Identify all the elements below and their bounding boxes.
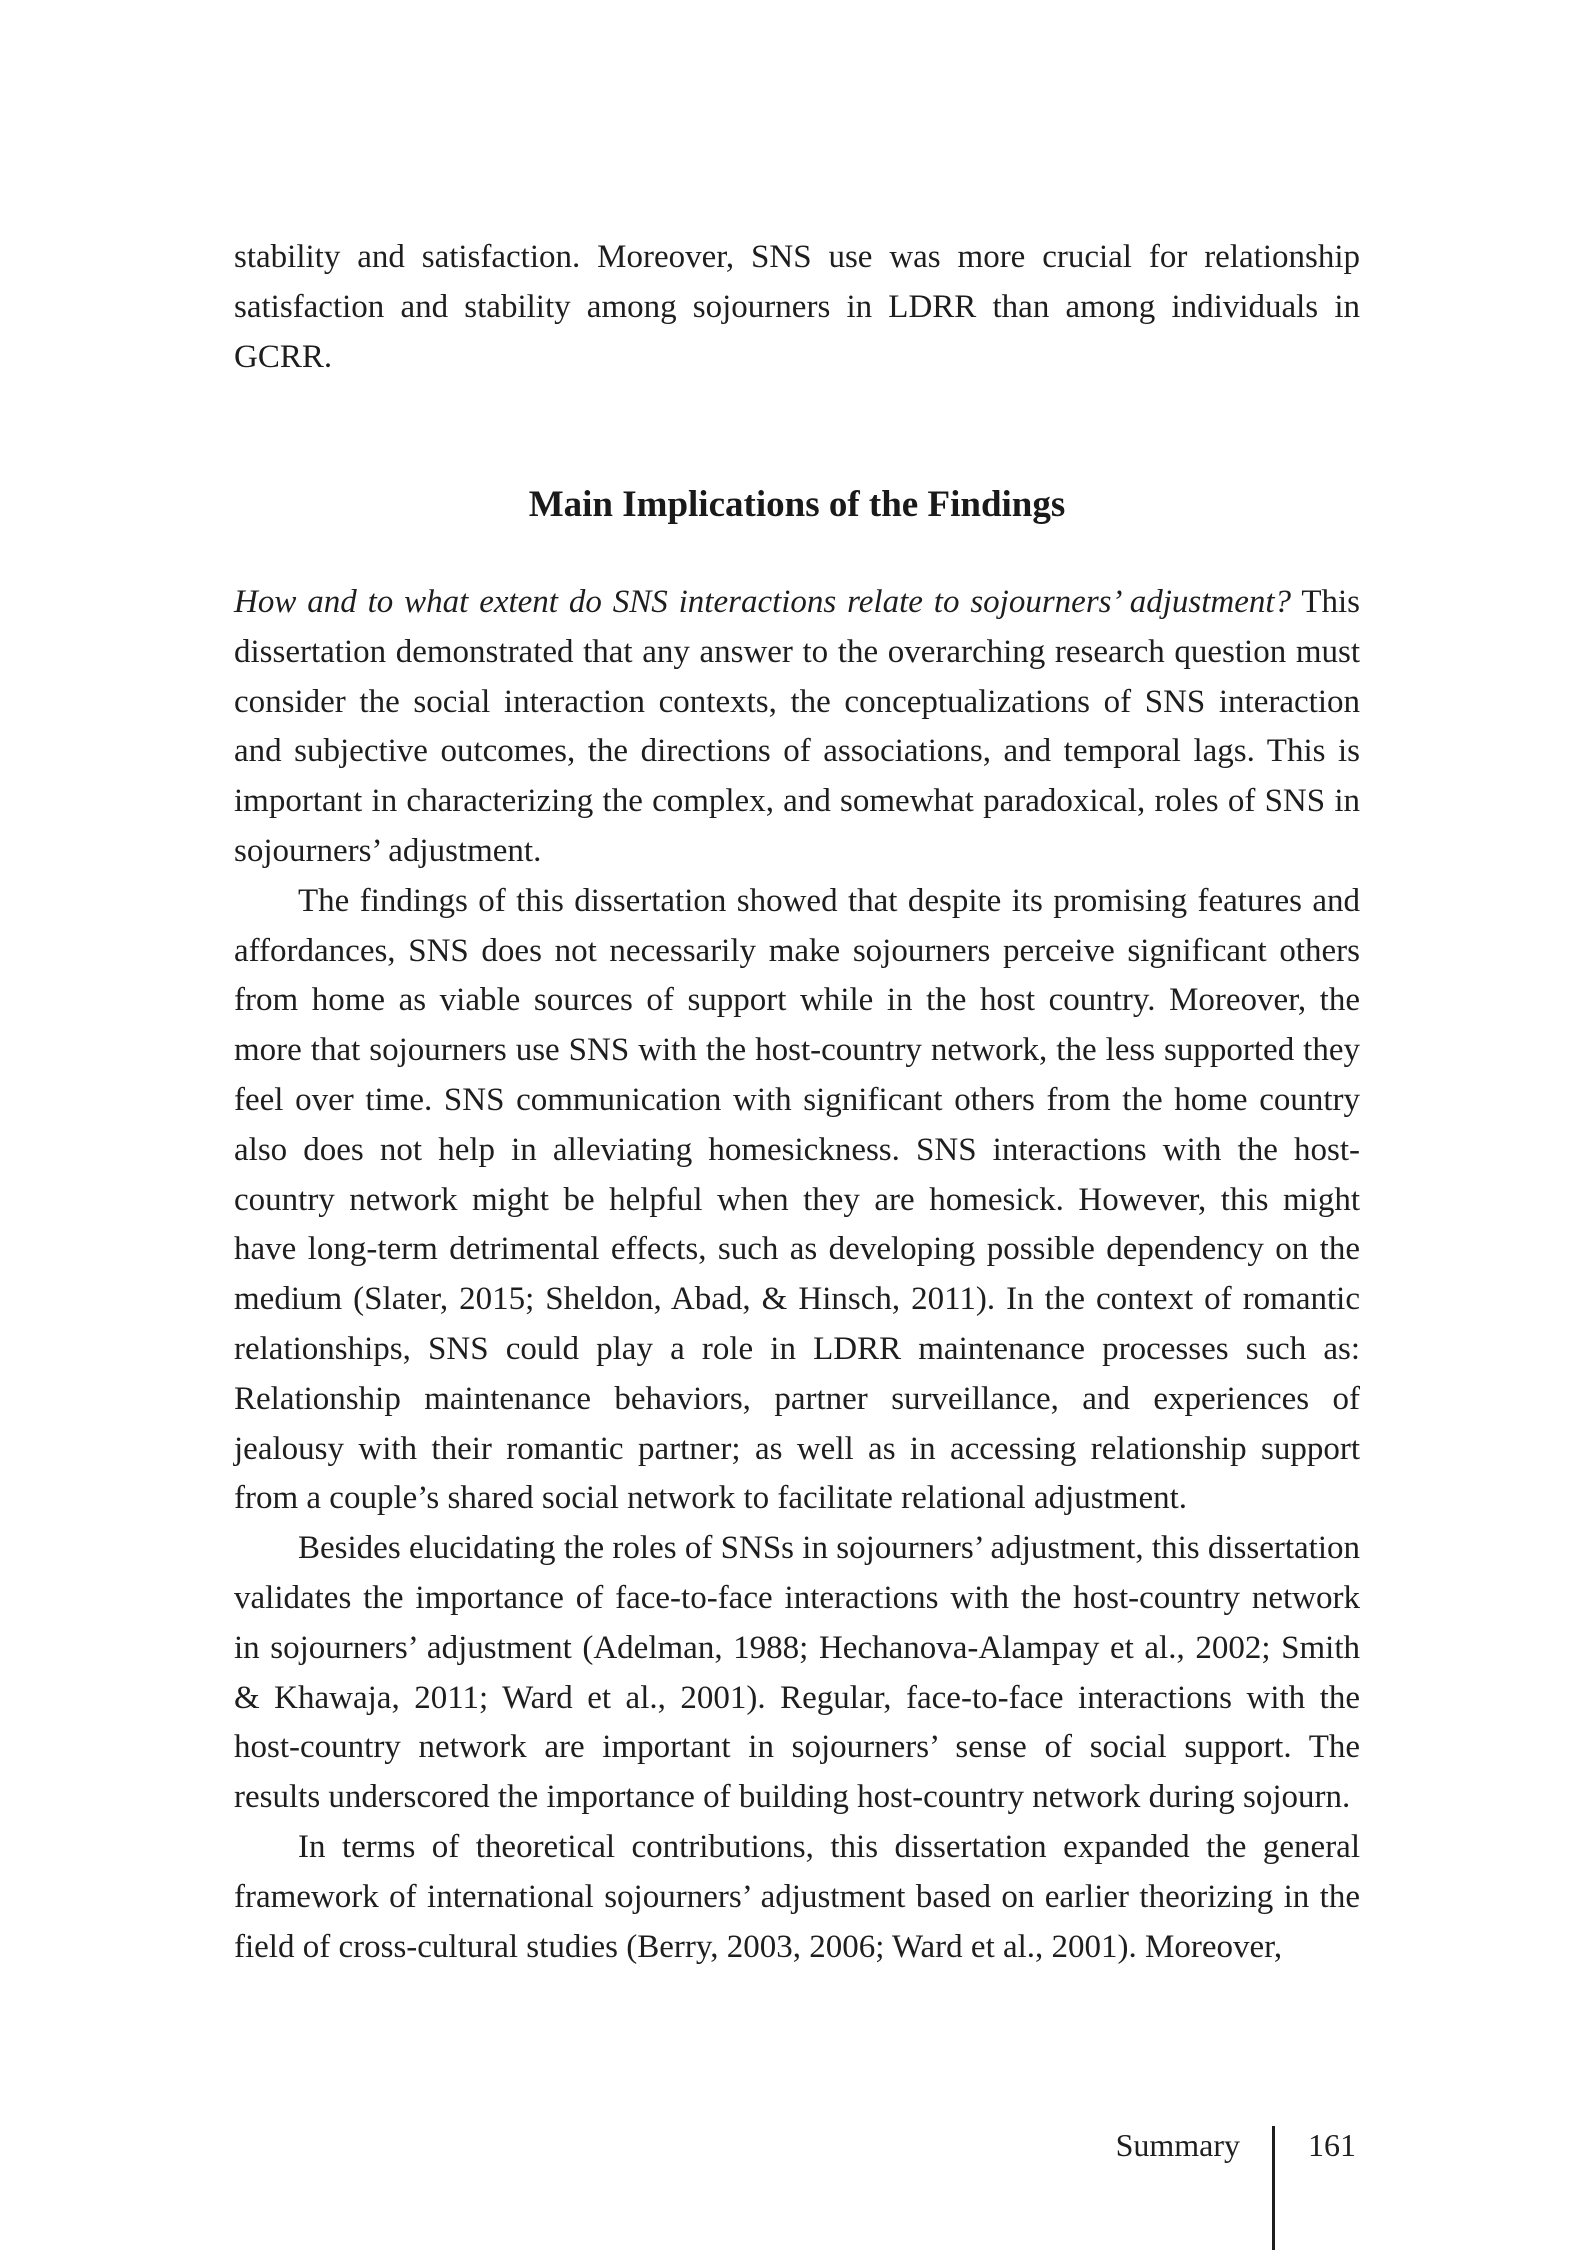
section-heading: Main Implications of the Findings xyxy=(528,484,1066,525)
paragraph-4: In terms of theoretical contributions, this dissertation expanded the general framework of international sojourners’ adjustment based on earlier theorizing in the field of cross-cultural studies (Berry, 2003, 2006; Ward et al., 2001). Moreover, xyxy=(234,1828,1360,1965)
paragraph-1 xyxy=(234,578,1360,877)
paragraph-2: The findings of this dissertation showed that despite its promising features and affordances, SNS does not necessarily make sojourners perceive significant others from home as viable sources of support while in the host country. Moreover, the more that sojourners use SNS with the host-country network, the less supported they feel over time. SNS communication with significant others from the home country also does not help in alleviating homesickness. SNS interactions with the host-country network might be helpful when they are homesick. However, this might have long-term detrimental effects, such as developing possible dependency on the medium (Slater, 2015; Sheldon, Abad, & Hinsch, 2011). In the context of romantic relationships, SNS could play a role in LDRR maintenance processes such as: Relationship maintenance behaviors, partner surveillance, and experiences of jealousy with their romantic partner; as well as in accessing relationship support from a couple’s shared social network to facilitate relational adjustment. xyxy=(234,882,1360,1517)
research-question: How and to what extent do SNS interactions relate to sojourners’ adjustment? xyxy=(234,584,1292,620)
paragraph-1-text: This dissertation demonstrated that any answer to the overarching research question must consider the social interaction contexts, the conceptualizations of SNS interaction and subjective outcomes, the directions of associations, and temporal lags. This is important in characterizing the complex, and somewhat paradoxical, roles of SNS in sojourners’ adjustment. xyxy=(234,584,1360,869)
paragraph-3: Besides elucidating the roles of SNSs in sojourners’ adjustment, this dissertation validates the importance of face-to-face interactions with the host-country network in sojourners’ adjustment (Adelman, 1988; Hechanova-Alampay et al., 2002; Smith & Khawaja, 2011; Ward et al., 2001). Regular, face-to-face interactions with the host-country network are important in sojourners’ sense of social support. The results underscored the importance of building host-country network during sojourn. xyxy=(234,1530,1360,1816)
page-number: 161 xyxy=(1308,2127,1356,2163)
footer-divider xyxy=(1272,2126,1275,2250)
section-body xyxy=(234,578,1360,1972)
running-footer-label: Summary xyxy=(1115,2127,1240,2163)
continued-paragraph-block xyxy=(234,233,1360,382)
continued-paragraph: stability and satisfaction. Moreover, SNS use was more crucial for relationship satisfaction and stability among sojourners in LDRR than among individuals in GCRR. xyxy=(234,239,1360,375)
